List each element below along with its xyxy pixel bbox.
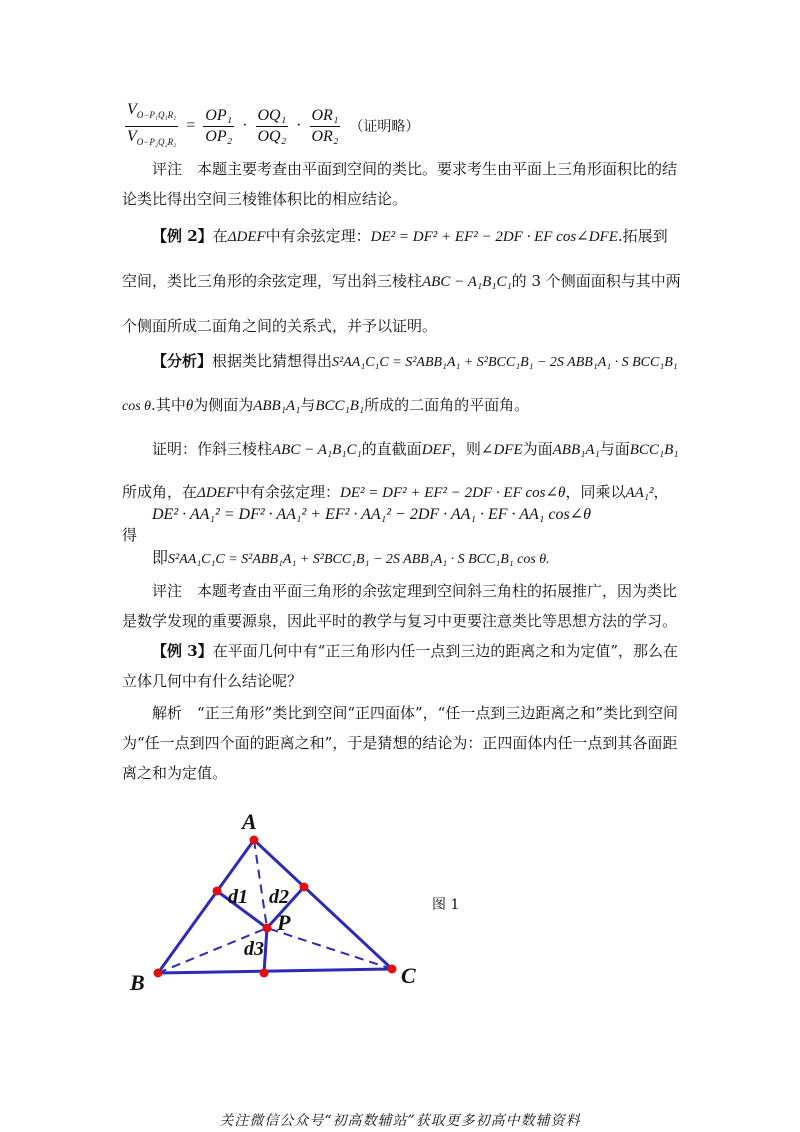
proof-text-i: ，得 [122,483,669,544]
face-abb1a1: ABB₁A₁ [253,398,301,414]
proof-section: DEF [421,442,451,458]
label-d2: d2 [269,886,289,908]
proof-text-d: 为面 [522,440,553,458]
equation-line-2-formula: S²AA₁C₁C = S²ABB₁A₁ + S²BCC₁B₁ − 2S ABB₁A₁ · S BCC₁B₁ cos θ. [168,552,550,567]
perpendicular-d3 [264,928,267,973]
theta-symbol: θ [185,398,194,414]
fraction-oq [256,106,289,147]
foot-d3 [260,969,269,978]
fraction-oq-den: OQ₂ [257,127,287,145]
label-d1: d1 [228,886,248,908]
intro-formula: $\frac{V_{O-P_1Q_1R_1}}{V_{O-P_2Q_2R_2}}$ = $\frac{\text{OP₁}}{\text{OP₂}}$ · $\frac{\text{OQ₁}}{\text{OQ₂}}$ · $\frac{\text{OR₁}}{\text{OR₂}}$ （证明略） [122,100,522,152]
equation-line-1: DE² · AA₁² = DF² · AA₁² + EF² · AA₁² − 2DF · AA₁ · EF · AA₁ cos∠θ [152,506,591,523]
proof-prism: ABC − A₁B₁C₁ [272,442,362,458]
face-bcc1b1: BCC₁B₁ [315,398,365,414]
point-a [250,836,259,845]
label-c: C [401,963,416,988]
fraction-op-den: OP₂ [205,127,233,145]
example-2-text-b: 中有余弦定理： [265,227,371,245]
analysis-tag: 【分析】 [152,352,213,370]
label-p: P [277,910,291,935]
proof-text-a: 证明：作斜三棱柱 [152,440,273,458]
fraction-or [310,106,341,147]
proof-formula: DE² = DF² + EF² − 2DF · EF cos∠θ [340,485,566,501]
cosine-law-formula: DE² = DF² + EF² − 2DF · EF cos∠DFE [370,229,618,245]
volume-numerator: V [127,101,137,119]
edge-bc [158,969,392,973]
label-b: B [130,970,145,995]
proof-face-1: ABB₁A₁ [552,442,600,458]
analysis-text-b: .其中 [151,396,186,414]
dashed-ap [254,840,267,928]
proof-text-c: ，则 [450,440,481,458]
point-b [154,969,163,978]
example-3-text: 在平面几何中有“正三角形内任一点到三边的距离之和为定值”，那么在立体几何中有什么结论呢？ [122,642,679,690]
fraction-oq-num: OQ₁ [256,106,289,127]
point-c [388,965,397,974]
volume-ratio-fraction [125,100,178,151]
equation-line-2 [152,545,550,568]
fraction-op-num: OP₁ [203,106,234,127]
example-2-text-d: 的 3 个侧面面积与其中两个侧面所成二面角之间的关系式，并予以证明。 [122,272,681,335]
foot-d1 [213,887,222,896]
proof-face-2: BCC₁B₁ [629,442,679,458]
analysis [122,340,682,428]
figure-caption: 图 1 [432,897,460,913]
example-2 [122,214,682,348]
volume-denominator: V [127,127,137,145]
equation-line-2-prefix: 即 [152,548,169,567]
label-a: A [242,809,257,834]
fraction-op [203,106,234,147]
proof-angle: ∠DFE [480,442,523,458]
example-2-tag: 【例 2】 [152,227,213,245]
proof-text-b: 的直截面 [361,440,422,458]
example-2-text-a: 在 [212,227,228,245]
example-3 [122,636,682,696]
comment-1: 评注 本题主要考查由平面到空间的类比。要求考生由平面上三角形面积比的结论类比得出空间三棱锥体积比的相应结论。 [122,160,678,208]
proof [122,428,682,556]
proof-multiplier: AA₁² [625,485,654,501]
oblique-prism: ABC − A₁B₁C₁ [422,274,512,290]
example-3-tag: 【例 3】 [152,642,213,660]
analysis-formula: S²AA₁C₁C = S²ABB₁A₁ + S²BCC₁B₁ − 2S ABB₁A₁ · S BCC₁B₁ cos θ [122,355,678,414]
proof-omitted-note: （证明略） [349,119,420,135]
proof-text-h: ，同乘以 [565,483,626,501]
foot-d2 [300,883,309,892]
fraction-or-num: OR₁ [310,106,341,127]
proof-text-e: 与面 [599,440,630,458]
proof-text-f: 所成角，在 [122,483,198,501]
analysis-text-c: 为侧面为 [193,396,254,414]
proof-text-g: 中有余弦定理： [234,483,340,501]
fraction-or-den: OR₂ [311,127,339,145]
label-d3: d3 [244,938,264,960]
analysis-text-d: 与 [300,396,316,414]
point-p [263,924,272,933]
analysis-text-e: 所成的二面角的平面角。 [364,396,530,414]
footer-note: 关注微信公众号“初高数辅站”获取更多初高中数辅资料 [219,1113,581,1129]
volume-denominator-sub: O−P₂Q₂R₂ [136,136,177,147]
equals-sign: = [186,117,196,134]
volume-numerator-sub: O−P₁Q₁R₁ [136,110,177,121]
proof-triangle: ΔDEF [197,485,235,501]
comment-2: 评注 本题考查由平面三角形的余弦定理到空间斜三角柱的拓展推广，因为类比是数学发现的重要源泉，因此平时的教学与复习中更要注意类比等思想方法的学习。 [122,582,678,630]
example-2-text-c: .拓展到空间，类比三角形的余弦定理，写出斜三棱柱 [122,227,668,290]
triangle-figure [120,805,440,995]
solution: 解析 “正三角形”类比到空间“正四面体”，“任一点到三边距离之和”类比到空间为“任一点到四个面的距离之和”，于是猜想的结论为：正四面体内任一点到其各面距离之和为定值。 [122,704,679,782]
triangle-def: ΔDEF [227,229,266,245]
analysis-text-a: 根据类比猜想得出 [212,352,333,370]
